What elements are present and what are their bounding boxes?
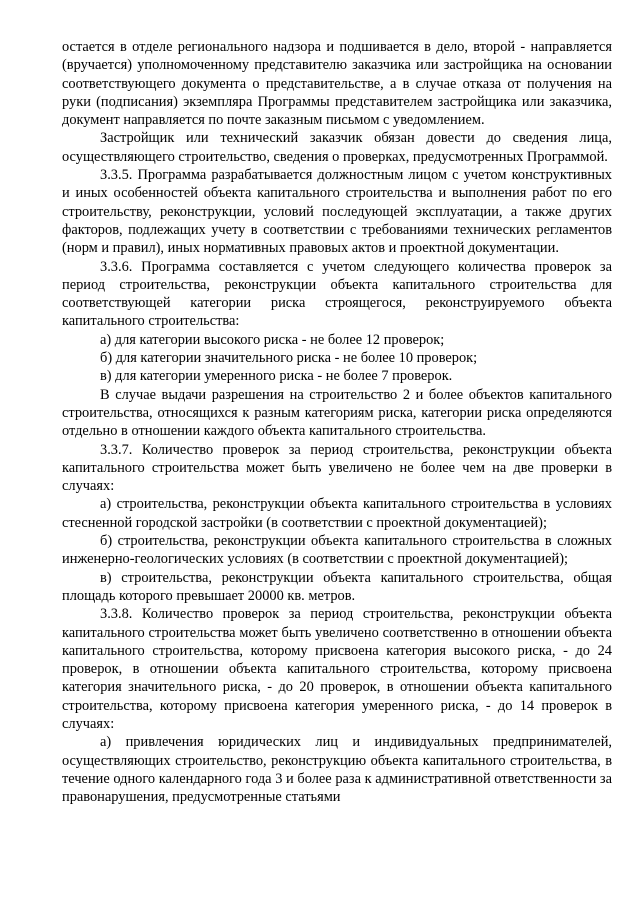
document-page xyxy=(62,38,612,806)
paragraph-3-3-6: 3.3.6. Программа составляется с учетом следующего количества проверок за период строительства, реконструкции объекта капитального строительства для соответствующей категории риска строящегося, реконструируемого объекта капитального строительства: xyxy=(62,258,612,330)
paragraph-developer-obligation: Застройщик или технический заказчик обязан довести до сведения лица, осуществляющего строительство, сведения о проверках, предусмотренных Программой. xyxy=(62,130,612,165)
paragraph-3-3-7: 3.3.7. Количество проверок за период строительства, реконструкции объекта капитального строительства может быть увеличено не более чем на две проверки в случаях: xyxy=(62,441,612,495)
paragraph-3-3-5: 3.3.5. Программа разрабатывается должностным лицом с учетом конструктивных и иных особенностей объекта капитального строительства и выполнения работ по его строительству, реконструкции, условий последующей эксплуатации, а также других факторов, подлежащих учету в соответствии с требованиями технических регламентов (норм и правил), иных нормативных правовых актов и проектной документации. xyxy=(62,167,612,257)
list-item-large-area: в) строительства, реконструкции объекта капитального строительства, общая площадь которого превышает 20000 кв. метров. xyxy=(62,569,612,604)
list-item-complex-geology: б) строительства, реконструкции объекта капитального строительства в сложных инженерно-геологических условиях (в соответствии с проектной документацией); xyxy=(62,533,612,568)
paragraph-3-3-8: 3.3.8. Количество проверок за период строительства, реконструкции объекта капитального строительства может быть увеличено соответственно в отношении объекта капитального строительства, которому присвоена категория высокого риска, - до 24 проверок, в отношении объекта капитального строительства, которому присвоена категория значительного риска, - до 20 проверок, в отношении объекта капитального строительства, которому присвоена категория умеренного риска, - до 14 проверок в случаях: xyxy=(62,606,612,732)
list-item-significant-risk: б) для категории значительного риска - не более 10 проверок; xyxy=(100,350,478,367)
paragraph-multiple-objects: В случае выдачи разрешения на строительство 2 и более объектов капитального строительства, относящихся к разным категориям риска, категории риска определяются отдельно в отношении каждого объекта капитального строительства. xyxy=(62,386,612,440)
list-item-dense-development: а) строительства, реконструкции объекта капитального строительства в условиях стесненной городской застройки (в соответствии с проектной документацией); xyxy=(62,496,612,531)
list-item-high-risk: а) для категории высокого риска - не более 12 проверок; xyxy=(100,331,445,348)
paragraph-continuation: остается в отделе регионального надзора и подшивается в дело, второй - направляется (вручается) уполномоченному представителю заказчика или застройщика на основании соответствующего документа о представительстве, а в случае отказа от получения на руки (подписания) экземпляра Программы представителем застройщика или заказчика, документ направляется по почте заказным письмом с уведомлением. xyxy=(62,39,612,129)
list-item-moderate-risk: в) для категории умеренного риска - не более 7 проверок. xyxy=(100,368,453,385)
list-item-administrative-liability: а) привлечения юридических лиц и индивидуальных предпринимателей, осуществляющих строительство, реконструкцию объекта капитального строительства, в течение одного календарного года 3 и более раза к административной ответственности за правонарушения, предусмотренные статьями xyxy=(62,734,612,806)
